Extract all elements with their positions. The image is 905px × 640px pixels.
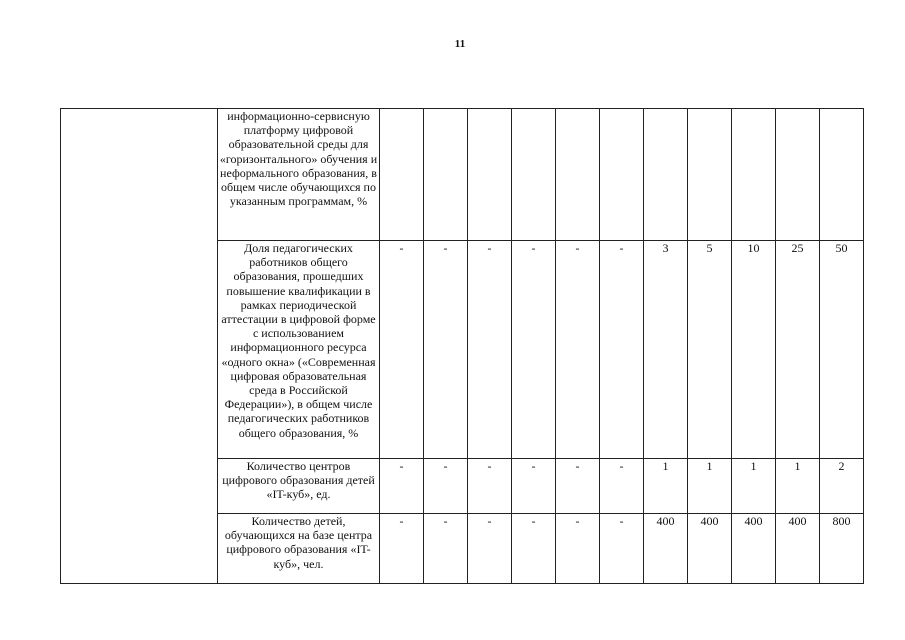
value-cell	[732, 109, 776, 241]
value-cell: -	[600, 514, 644, 584]
value-cell	[688, 109, 732, 241]
indicator-cell: информационно-сервисную платформу цифровой образовательной среды для «горизонтального» обучения и неформального образования, в общем числе обучающихся по указанным программам, %	[218, 109, 380, 241]
value-cell: 400	[688, 514, 732, 584]
value-cell	[512, 109, 556, 241]
value-cell: 10	[732, 241, 776, 459]
value-cell: 3	[644, 241, 688, 459]
value-cell: 400	[732, 514, 776, 584]
value-cell: 5	[688, 241, 732, 459]
value-cell	[468, 109, 512, 241]
value-cell: -	[468, 241, 512, 459]
page-number: 11	[454, 38, 466, 50]
value-cell: 1	[688, 459, 732, 514]
value-cell: 800	[820, 514, 864, 584]
value-cell: 400	[776, 514, 820, 584]
indicators-table	[60, 108, 864, 584]
section-cell	[61, 109, 218, 584]
value-cell: 1	[644, 459, 688, 514]
indicator-cell: Количество детей, обучающихся на базе центра цифрового образования «IT-куб», чел.	[218, 514, 380, 584]
value-cell: -	[468, 459, 512, 514]
value-cell: 1	[732, 459, 776, 514]
value-cell: 2	[820, 459, 864, 514]
value-cell	[600, 109, 644, 241]
value-cell: 1	[776, 459, 820, 514]
value-cell	[380, 109, 424, 241]
table-row	[61, 109, 864, 241]
value-cell: -	[424, 514, 468, 584]
value-cell: -	[424, 241, 468, 459]
value-cell: -	[380, 514, 424, 584]
value-cell	[820, 109, 864, 241]
value-cell: -	[424, 459, 468, 514]
value-cell: -	[600, 459, 644, 514]
value-cell	[644, 109, 688, 241]
value-cell: -	[556, 459, 600, 514]
value-cell: -	[512, 514, 556, 584]
value-cell: -	[556, 514, 600, 584]
value-cell: -	[600, 241, 644, 459]
value-cell: -	[556, 241, 600, 459]
value-cell: 400	[644, 514, 688, 584]
value-cell: -	[380, 459, 424, 514]
value-cell: -	[512, 459, 556, 514]
indicator-cell: Количество центров цифрового образования детей «IT-куб», ед.	[218, 459, 380, 514]
value-cell	[776, 109, 820, 241]
value-cell: 25	[776, 241, 820, 459]
value-cell: -	[380, 241, 424, 459]
indicator-cell: Доля педагогических работников общего образования, прошедших повышение квалификации в рамках периодической аттестации в цифровой форме с использованием информационного ресурса «одного окна» («Современная цифровая образовательная среда в Российской Федерации»), в общем числе педагогических работников общего образования, %	[218, 241, 380, 459]
value-cell: -	[512, 241, 556, 459]
value-cell	[424, 109, 468, 241]
value-cell: 50	[820, 241, 864, 459]
value-cell	[556, 109, 600, 241]
value-cell: -	[468, 514, 512, 584]
